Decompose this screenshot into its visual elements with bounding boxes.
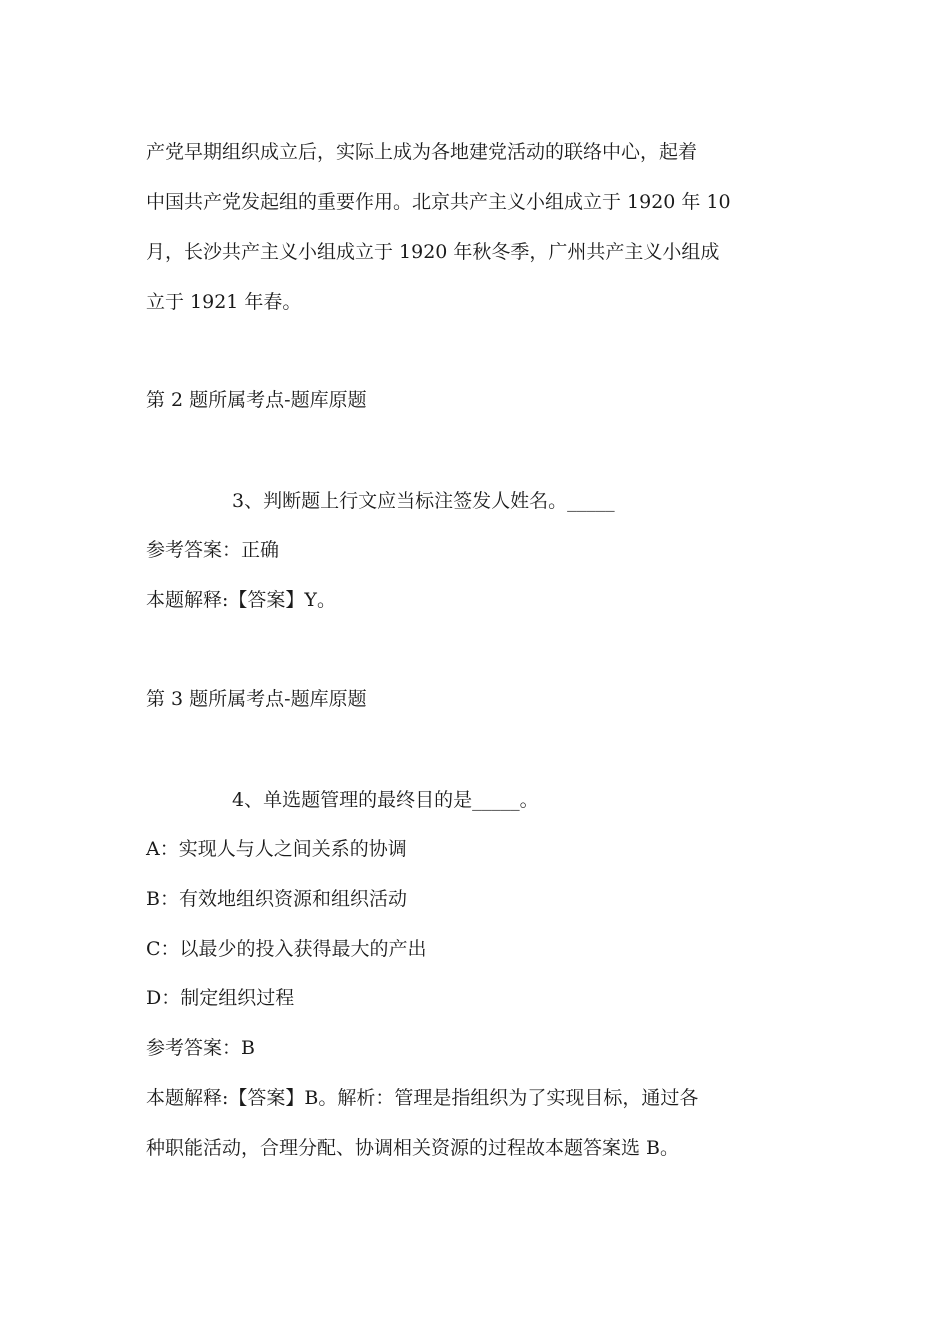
q3-stem: 3、判断题上行文应当标注签发人姓名。_____	[232, 490, 615, 512]
q4-explanation-line-1: 本题解释:【答案】B。解析：管理是指组织为了实现目标，通过各	[146, 1087, 699, 1109]
q3-answer: 参考答案：正确	[146, 539, 280, 561]
q3-source: 第 3 题所属考点-题库原题	[146, 688, 367, 710]
q4-option-a: A：实现人与人之间关系的协调	[146, 838, 407, 860]
q3-explanation: 本题解释:【答案】Y。	[146, 589, 336, 611]
q4-answer: 参考答案：B	[146, 1037, 255, 1059]
intro-line-3: 月，长沙共产主义小组成立于 1920 年秋冬季，广州共产主义小组成	[146, 241, 720, 263]
intro-line-1: 产党早期组织成立后，实际上成为各地建党活动的联络中心，起着	[146, 141, 698, 163]
q4-option-b: B：有效地组织资源和组织活动	[146, 888, 407, 910]
intro-line-2: 中国共产党发起组的重要作用。北京共产主义小组成立于 1920 年 10	[146, 191, 731, 213]
q4-explanation-line-2: 种职能活动，合理分配、协调相关资源的过程故本题答案选 B。	[146, 1137, 680, 1159]
q2-source: 第 2 题所属考点-题库原题	[146, 389, 367, 411]
q4-option-d: D：制定组织过程	[146, 987, 295, 1009]
q4-stem: 4、单选题管理的最终目的是_____。	[232, 789, 539, 811]
q4-option-c: C：以最少的投入获得最大的产出	[146, 938, 427, 960]
intro-line-4: 立于 1921 年春。	[146, 291, 302, 313]
